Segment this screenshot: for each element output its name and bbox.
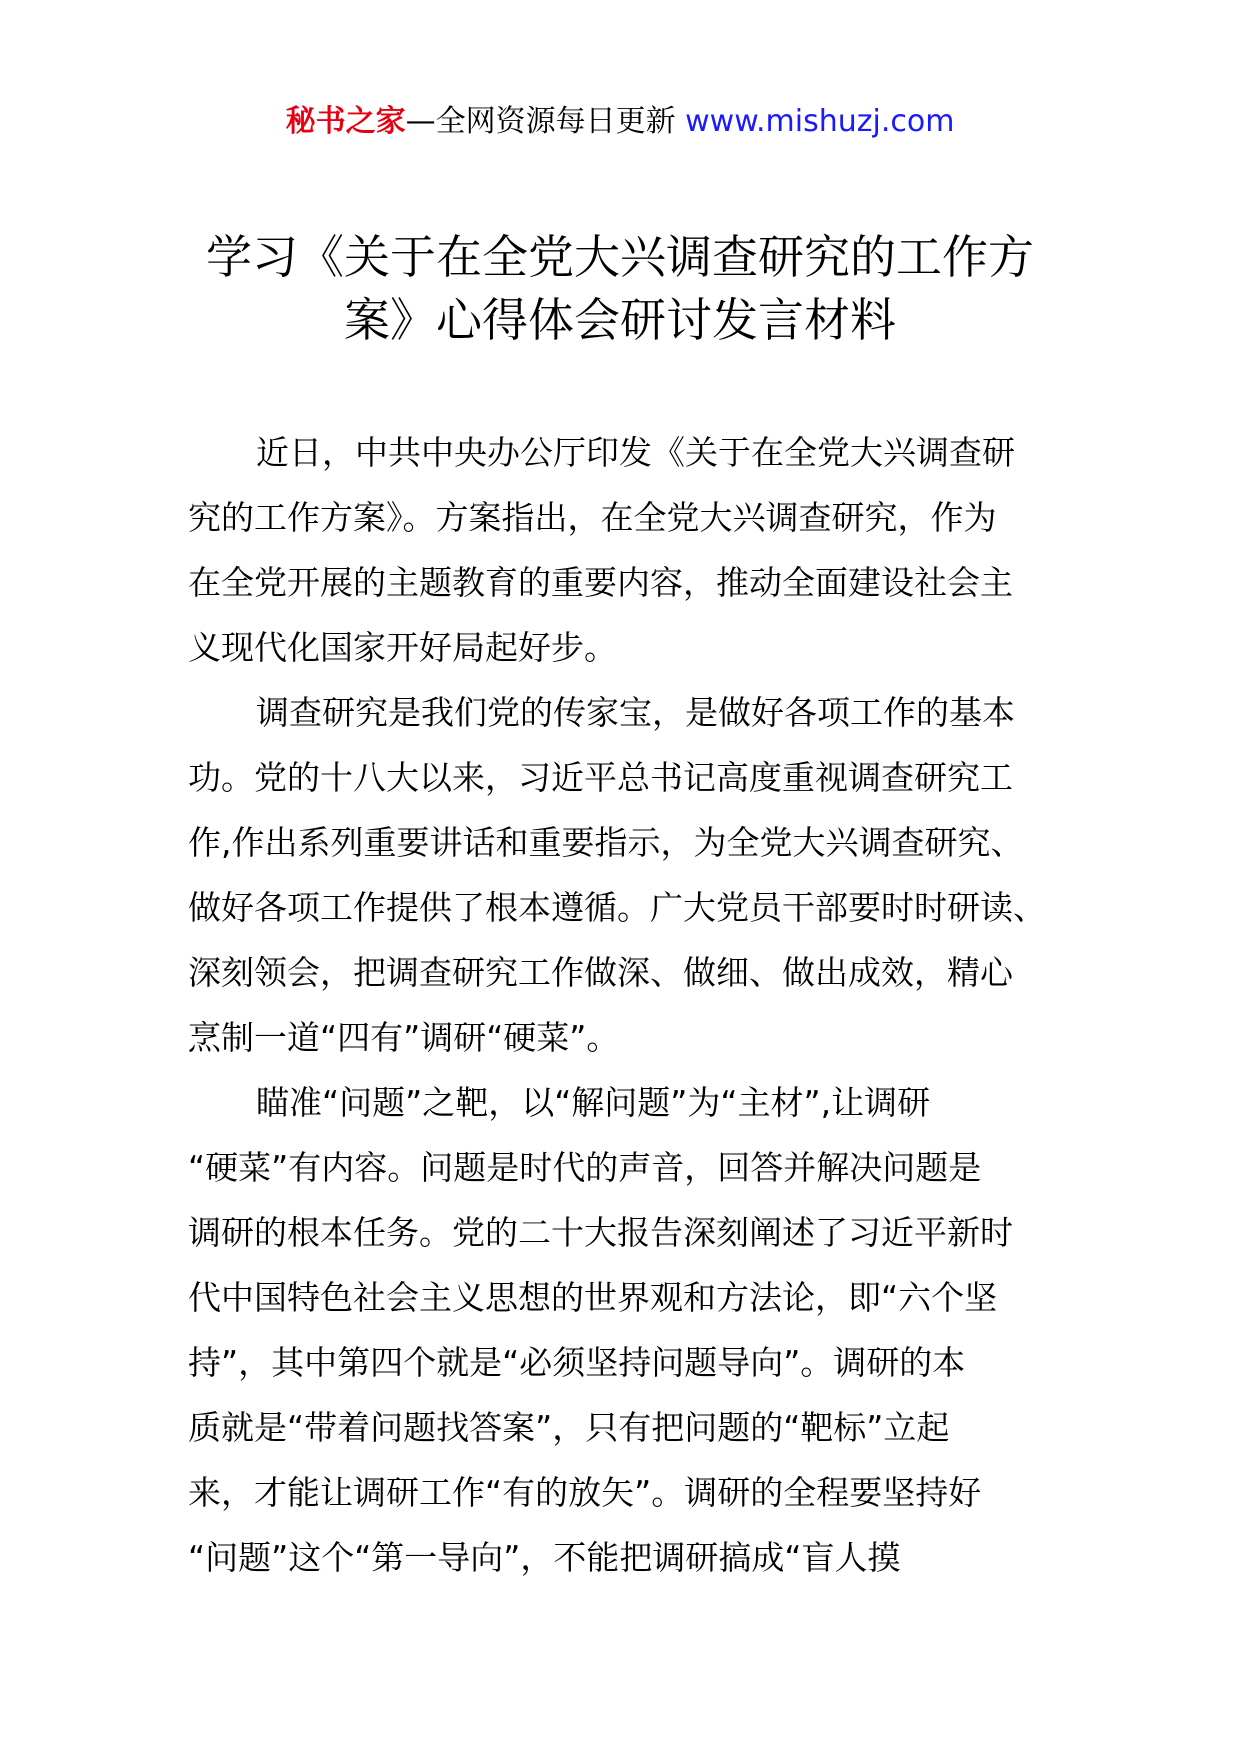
title-line-2: 案》心得体会研讨发言材料	[344, 293, 896, 347]
paragraph-line: “问题”这个“第一导向”，不能把调研搞成“盲人摸	[188, 1538, 901, 1577]
paragraph-line: 做好各项工作提供了根本遵循。广大党员干部要时时研读、	[188, 888, 1046, 927]
header-slogan: —全网资源每日更新	[405, 104, 686, 139]
paragraph-line: 在全党开展的主题教育的重要内容，推动全面建设社会主	[188, 563, 1013, 602]
site-header	[0, 100, 1240, 144]
paragraph-line: 近日，中共中央办公厅印发《关于在全党大兴调查研	[256, 433, 1015, 472]
paragraph-line: 瞄准“问题”之靶，以“解问题”为“主材”,让调研	[256, 1083, 931, 1122]
site-url-link[interactable]: www.mishuzj.com	[685, 104, 955, 139]
paragraph-line: 义现代化国家开好局起好步。	[188, 628, 617, 667]
title-line-1: 学习《关于在全党大兴调查研究的工作方	[206, 230, 1034, 284]
paragraph-line: 质就是“带着问题找答案”，只有把问题的“靶标”立起	[188, 1408, 950, 1447]
brand-name: 秘书之家	[285, 104, 406, 139]
paragraph-line: 来，才能让调研工作“有的放矢”。调研的全程要坚持好	[188, 1473, 982, 1512]
paragraph-line: 持”，其中第四个就是“必须坚持问题导向”。调研的本	[188, 1343, 966, 1382]
paragraph-line: 功。党的十八大以来，习近平总书记高度重视调查研究工	[188, 758, 1013, 797]
paragraph-1	[188, 420, 1068, 680]
document-title	[150, 226, 1090, 352]
paragraph-line: 烹制一道“四有”调研“硬菜”。	[188, 1018, 620, 1057]
paragraph-line: 究的工作方案》。方案指出，在全党大兴调查研究，作为	[188, 498, 997, 537]
document-body	[188, 420, 1068, 1590]
paragraph-line: 调研的根本任务。党的二十大报告深刻阐述了习近平新时	[188, 1213, 1013, 1252]
paragraph-line: 调查研究是我们党的传家宝，是做好各项工作的基本	[256, 693, 1015, 732]
paragraph-2	[188, 680, 1068, 1070]
paragraph-line: 代中国特色社会主义思想的世界观和方法论，即“六个坚	[188, 1278, 998, 1317]
paragraph-line: “硬菜”有内容。问题是时代的声音，回答并解决问题是	[188, 1148, 982, 1187]
paragraph-line: 深刻领会，把调查研究工作做深、做细、做出成效，精心	[188, 953, 1013, 992]
paragraph-line: 作,作出系列重要讲话和重要指示，为全党大兴调查研究、	[188, 823, 1024, 862]
paragraph-3	[188, 1070, 1068, 1590]
